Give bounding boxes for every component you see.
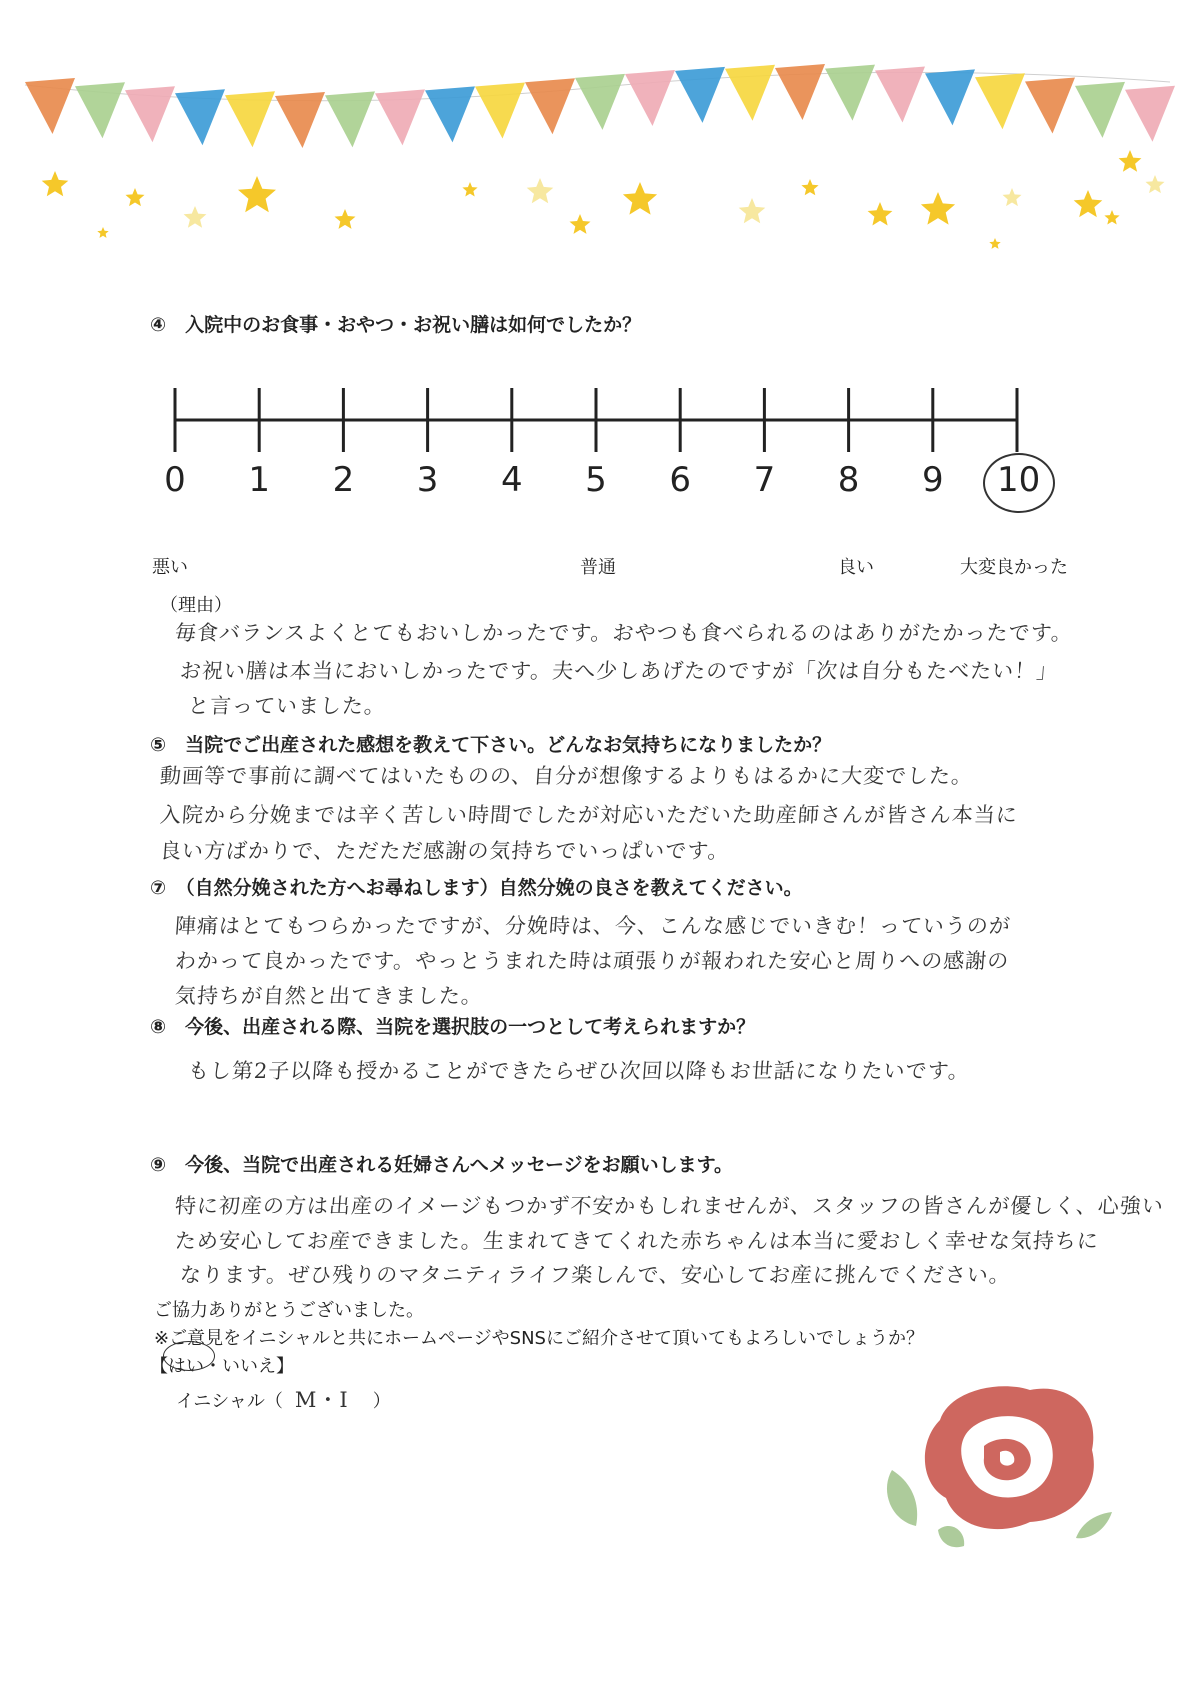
scale-tick-label: 0 [164, 460, 186, 500]
star-icon [1146, 175, 1165, 193]
star-icon [527, 178, 554, 203]
selected-option-circle [163, 1341, 215, 1371]
star-icon [989, 238, 1000, 249]
scale-tick-label: 9 [921, 460, 944, 500]
scale-word-normal: 普通 [580, 557, 616, 578]
scale-tick-label: 3 [416, 460, 439, 500]
bunting-flags [25, 64, 1175, 148]
scale-word-good: 良い [838, 557, 874, 578]
bunting-flag [875, 66, 925, 122]
bunting-flag [175, 89, 225, 145]
rating-scale-line [0, 380, 1190, 460]
scale-tick-label: 4 [500, 460, 523, 500]
bunting-flag [575, 74, 625, 130]
bunting-flag [1025, 78, 1075, 134]
star-icon [570, 214, 591, 234]
option-yes: はい [168, 1356, 204, 1377]
scale-tick-label: 2 [332, 460, 355, 500]
q9-answer-line: ため安心してお産できました。生まれてきてくれた赤ちゃんは本当に愛おしく幸せな気持ちに [174, 1229, 1100, 1253]
star-icon [335, 209, 356, 229]
initials-row [176, 1384, 391, 1414]
bunting-flag [725, 65, 775, 121]
bunting-flag [1075, 82, 1125, 138]
star-icon [97, 227, 108, 238]
star-icon [42, 171, 69, 196]
q9-answer-line: 特に初産の方は出産のイメージもつかず不安かもしれませんが、スタッフの皆さんが優しく、心強い [174, 1194, 1165, 1218]
star-icon [1074, 190, 1103, 217]
bunting-flag [675, 67, 725, 123]
rose-illustration [880, 1380, 1120, 1580]
star-icon [739, 198, 766, 223]
q7-answer-line: わかって良かったです。やっとうまれた時は頑張りが報われた安心と周りへの感謝の [174, 949, 1011, 973]
consent-question: ※ご意見をイニシャルと共にホームページやSNSにご紹介させて頂いてもよろしいでしょうか？ [154, 1328, 924, 1349]
initials-label: イニシャル（ [176, 1391, 283, 1412]
scale-word-very-good: 大変良かった [960, 557, 1068, 578]
bunting-flag [925, 69, 975, 125]
star-icon [462, 182, 477, 197]
scale-tick-label: 5 [585, 460, 607, 500]
question-5: ⑤ 当院でご出産された感想を教えて下さい。どんなお気持ちになりましたか？ [150, 734, 832, 756]
question-9: ⑨ 今後、当院で出産される妊婦さんへメッセージをお願いします。 [150, 1154, 734, 1176]
bunting-flag [825, 65, 875, 121]
bunting-banner [0, 0, 1190, 260]
star-icon [238, 176, 276, 212]
question-8: ⑧ 今後、出産される際、当院を選択肢の一つとして考えられますか？ [150, 1016, 756, 1038]
question-7: ⑦ （自然分娩された方へお尋ねします）自然分娩の良さを教えてください。 [150, 877, 803, 899]
star-decorations [42, 150, 1165, 249]
initials-close: ） [372, 1391, 391, 1412]
bunting-flag [525, 78, 575, 134]
scale-tick-label: 1 [248, 460, 270, 500]
q9-answer-line: なります。ぜひ残りのマタニティライフ楽しんで、安心してお産に挑んでください。 [179, 1263, 1012, 1287]
reason-label: （理由） [160, 595, 232, 616]
bunting-flag [1125, 86, 1175, 142]
selected-rating-circle [983, 453, 1055, 513]
star-icon [623, 182, 657, 215]
bracket-open: 【 [150, 1356, 168, 1377]
scale-tick-label: 10 [997, 460, 1041, 500]
star-icon [921, 192, 955, 225]
star-icon [868, 202, 893, 226]
rose-bloom [925, 1386, 1094, 1529]
q4-answer-line: お祝い膳は本当においしかったです。夫へ少しあげたのですが「次は自分もたべたい！」 [179, 659, 1060, 683]
q7-answer-line: 陣痛はとてもつらかったですが、分娩時は、今、こんな感じでいきむ！っていうのが [174, 914, 1012, 938]
q8-answer-line: もし第2子以降も授かることができたらぜひ次回以降もお世話になりたいです。 [187, 1059, 971, 1083]
q4-answer-line: 毎食バランスよくとてもおいしかったです。おやつも食べられるのはありがたかったです。 [174, 621, 1074, 645]
bunting-flag [425, 86, 475, 142]
star-icon [126, 188, 145, 206]
scale-tick-label: 8 [837, 460, 860, 500]
star-icon [184, 206, 207, 228]
bunting-flag [225, 91, 275, 147]
bunting-flag [375, 89, 425, 145]
question-4: ④ 入院中のお食事・おやつ・お祝い膳は如何でしたか？ [150, 314, 642, 336]
bunting-flag [625, 70, 675, 126]
bunting-flag [975, 73, 1025, 129]
scale-tick-label: 7 [753, 460, 776, 500]
bracket-close: 】 [276, 1356, 294, 1377]
star-icon [801, 179, 818, 195]
bunting-flag [775, 64, 825, 120]
initials-value: M・I [294, 1388, 349, 1412]
bunting-flag [75, 82, 125, 138]
option-no: いいえ [222, 1356, 276, 1377]
scale-tick-label: 6 [669, 460, 691, 500]
q5-answer-line: 入院から分娩までは辛く苦しい時間でしたが対応いただいた助産師さんが皆さん本当に [159, 803, 1019, 827]
star-icon [1104, 210, 1119, 225]
scale-word-bad: 悪い [152, 557, 188, 578]
q7-answer-line: 気持ちが自然と出てきました。 [174, 984, 484, 1008]
bunting-flag [25, 78, 75, 134]
star-icon [1003, 188, 1022, 206]
bunting-flag [125, 86, 175, 142]
thanks-text: ご協力ありがとうございました。 [154, 1300, 424, 1321]
q5-answer-line: 良い方ばかりで、ただただ感謝の気持ちでいっぱいです。 [159, 839, 731, 863]
bunting-flag [325, 91, 375, 147]
q5-answer-line: 動画等で事前に調べてはいたものの、自分が想像するよりもはるかに大変でした。 [159, 764, 974, 788]
bunting-flag [475, 83, 525, 139]
option-separator: ・ [204, 1356, 222, 1377]
q4-answer-line: と言っていました。 [187, 694, 387, 718]
bunting-flag [275, 92, 325, 148]
star-icon [1119, 150, 1142, 172]
